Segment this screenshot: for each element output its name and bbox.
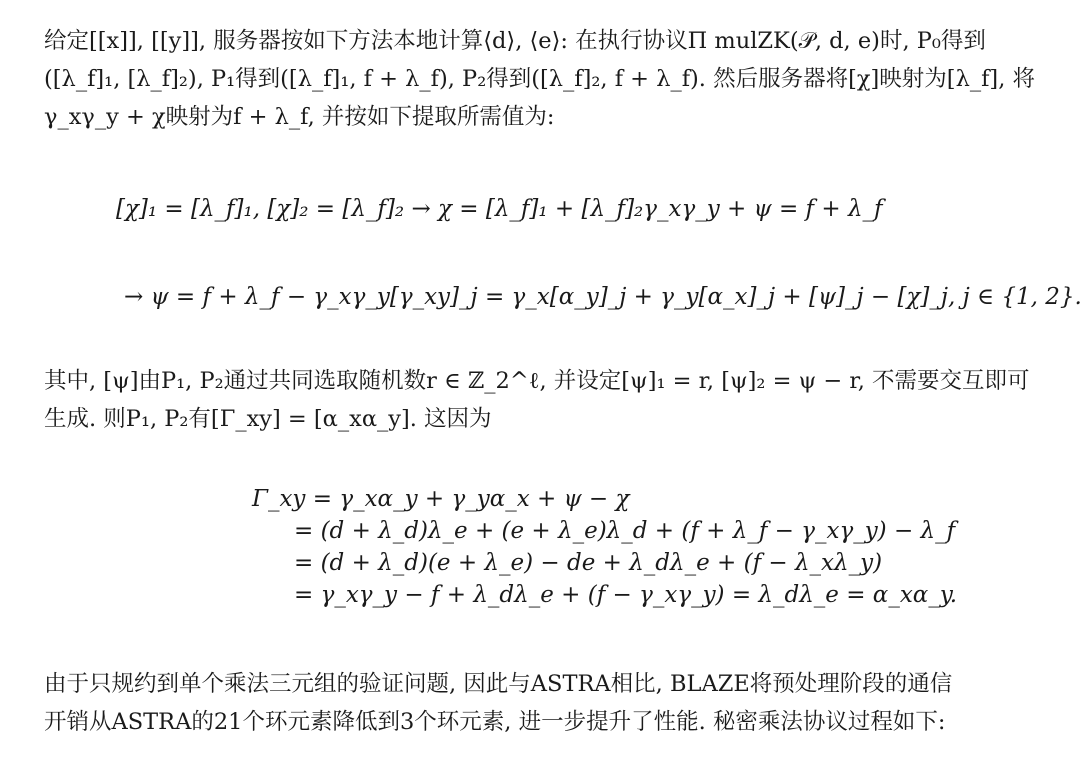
equation-psi — [124, 281, 1082, 313]
derivation-line-1: Γ_xy = γ_xα_y + γ_yα_x + ψ − χ — [252, 486, 630, 512]
middle-line-2: 生成. 则P₁, P₂有[Γ_xy] = [α_xα_y]. 这因为 — [44, 406, 492, 432]
middle-paragraph — [44, 362, 1054, 438]
derivation-line-4: = γ_xγ_y − f + λ_dλ_e + (f − γ_xγ_y) = λ_dλ_e = α_xα_y. — [294, 582, 958, 608]
middle-line-1: 其中, [ψ]由P₁, P₂通过共同选取随机数r ∈ ℤ_2^ℓ, 并设定[ψ]₁ = r, [ψ]₂ = ψ − r, 不需要交互即可 — [44, 368, 1030, 394]
intro-line-3: γ_xγ_y + χ映射为f + λ_f, 并按如下提取所需值为: — [44, 104, 555, 130]
intro-line-2: ([λ_f]₁, [λ_f]₂), P₁得到([λ_f]₁, f + λ_f), P₂得到([λ_f]₂, f + λ_f). 然后服务器将[χ]映射为[λ_f], 将 — [44, 66, 1036, 92]
closing-line-2: 开销从ASTRA的21个环元素降低到3个环元素, 进一步提升了性能. 秘密乘法协议过程如下: — [44, 709, 946, 735]
closing-paragraph — [44, 665, 1054, 741]
equation-gamma-derivation — [252, 483, 957, 611]
closing-line-1: 由于只规约到单个乘法三元组的验证问题, 因此与ASTRA相比, BLAZE将预处理阶段的通信 — [44, 671, 953, 697]
intro-line-1: 给定[[x]], [[y]], 服务器按如下方法本地计算⟨d⟩, ⟨e⟩: 在执行协议Π mulZK(𝒫, d, e)时, P₀得到 — [44, 28, 986, 54]
intro-paragraph — [44, 22, 1054, 136]
equation-line: [χ]₁ = [λ_f]₁, [χ]₂ = [λ_f]₂ → χ = [λ_f]₁ + [λ_f]₂γ_xγ_y + ψ = f + λ_f — [116, 196, 883, 222]
equation-line: → ψ = f + λ_f − γ_xγ_y[γ_xy]_j = γ_x[α_y]_j + γ_y[α_x]_j + [ψ]_j − [χ]_j, j ∈ {1, 2}. — [124, 284, 1082, 310]
derivation-line-2: = (d + λ_d)λ_e + (e + λ_e)λ_d + (f + λ_f − γ_xγ_y) − λ_f — [294, 518, 956, 544]
derivation-line-3: = (d + λ_d)(e + λ_e) − de + λ_dλ_e + (f − λ_xλ_y) — [294, 550, 883, 576]
equation-share-mapping — [116, 193, 883, 225]
